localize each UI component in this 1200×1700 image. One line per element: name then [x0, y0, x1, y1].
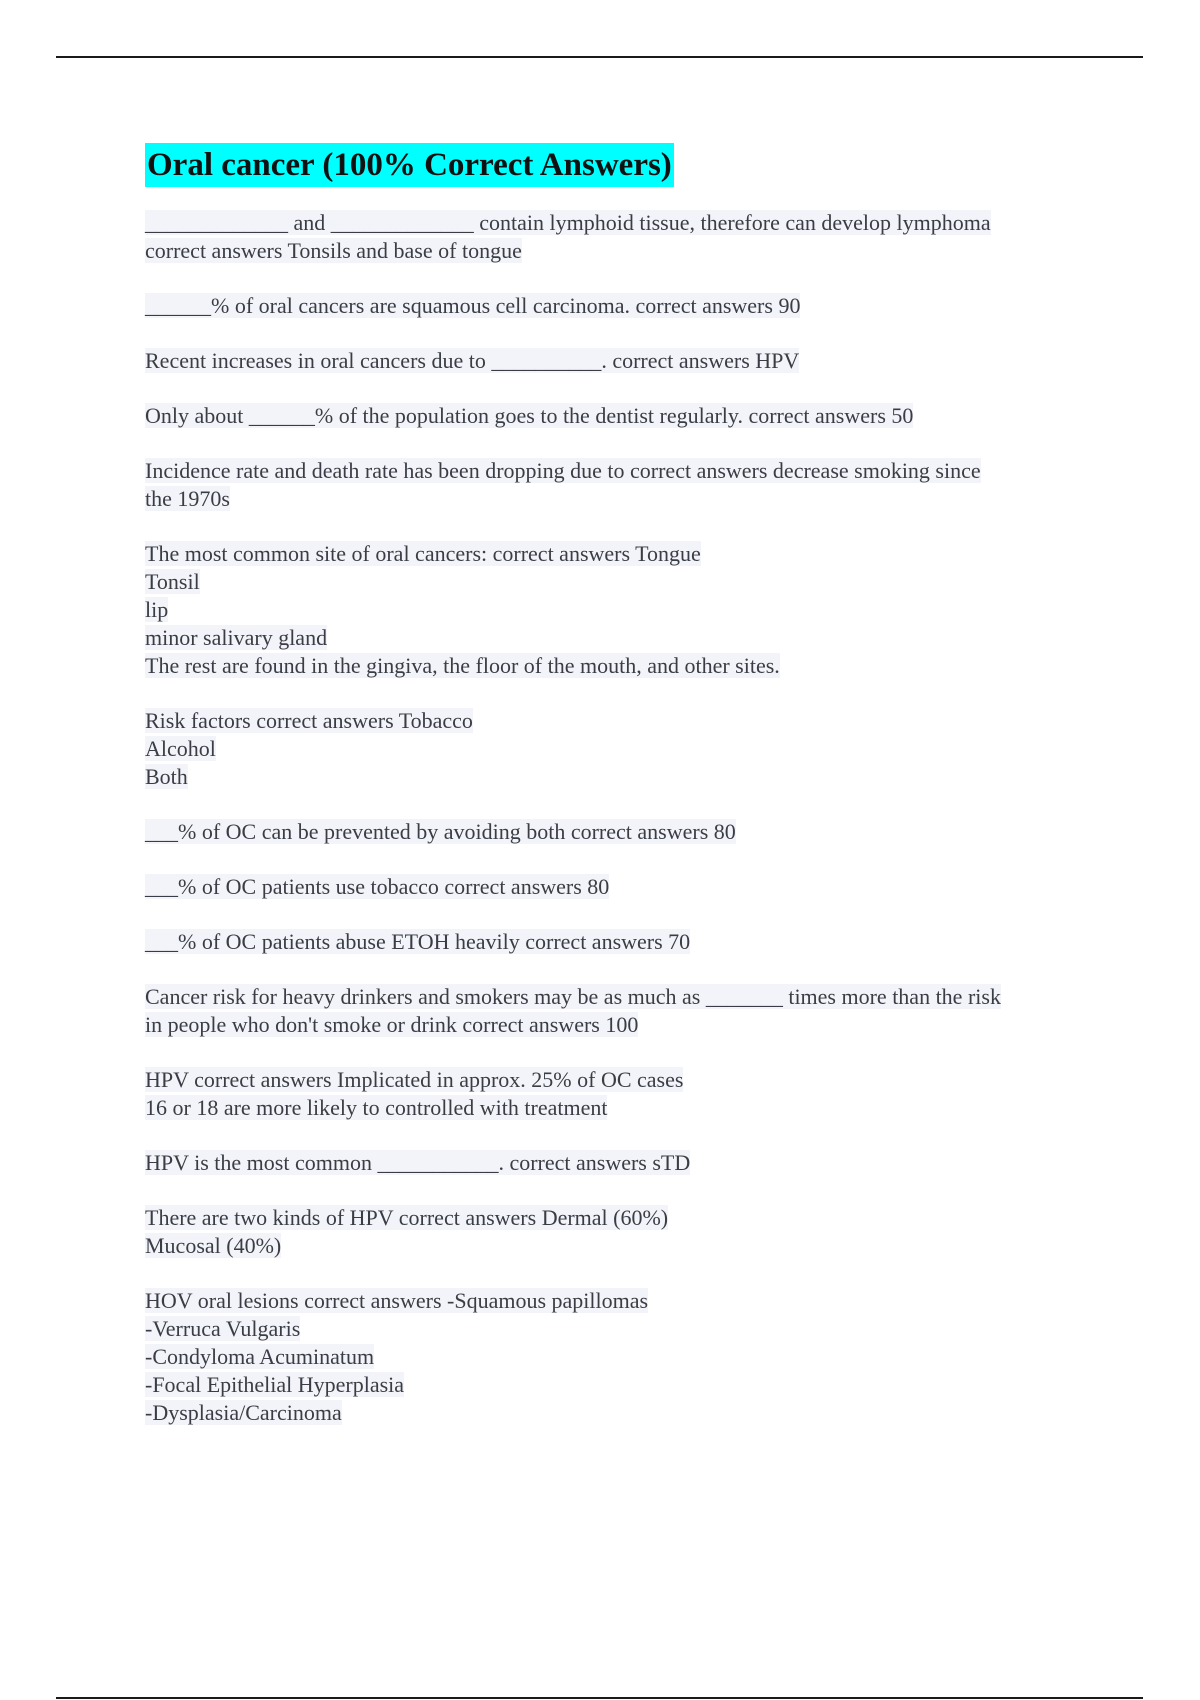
- qa-item: [145, 1204, 1095, 1260]
- qa-line-text: ___% of OC patients abuse ETOH heavily correct answers 70: [145, 929, 691, 954]
- qa-question-line: [145, 983, 1095, 1011]
- header-rule: [56, 56, 1143, 58]
- footer-rule: [56, 1697, 1143, 1699]
- qa-item: [145, 457, 1095, 513]
- qa-item: [145, 818, 1095, 846]
- qa-question-line: [145, 707, 1095, 735]
- document-body: [145, 143, 1095, 1454]
- document-title: Oral cancer (100% Correct Answers): [145, 143, 674, 187]
- qa-line-text: The most common site of oral cancers: correct answers Tongue: [145, 541, 701, 566]
- qa-line-text: _____________ and _____________ contain lymphoid tissue, therefore can develop lymphoma: [145, 210, 991, 235]
- qa-question-line: [145, 209, 1095, 237]
- qa-line-text: -Verruca Vulgaris: [145, 1316, 301, 1341]
- qa-question-line: [145, 292, 1095, 320]
- qa-line-text: Risk factors correct answers Tobacco: [145, 708, 473, 733]
- qa-item: [145, 347, 1095, 375]
- qa-line-text: HPV correct answers Implicated in approx. 25% of OC cases: [145, 1067, 684, 1092]
- qa-question-line: [145, 1204, 1095, 1232]
- qa-line-text: correct answers Tonsils and base of tongue: [145, 238, 522, 263]
- qa-question-line: [145, 928, 1095, 956]
- qa-line-text: -Focal Epithelial Hyperplasia: [145, 1372, 405, 1397]
- qa-line-text: Both: [145, 764, 188, 789]
- qa-question-line: [145, 1287, 1095, 1315]
- qa-answer-line: [145, 485, 1095, 513]
- qa-answer-line: [145, 1371, 1095, 1399]
- qa-line-text: minor salivary gland: [145, 625, 328, 650]
- qa-answer-line: [145, 1399, 1095, 1427]
- qa-item: [145, 402, 1095, 430]
- qa-answer-line: [145, 652, 1095, 680]
- qa-line-text: Alcohol: [145, 736, 216, 761]
- qa-line-text: Incidence rate and death rate has been dropping due to correct answers decrease smoking since: [145, 458, 981, 483]
- qa-answer-line: [145, 763, 1095, 791]
- qa-question-line: [145, 540, 1095, 568]
- qa-line-text: 16 or 18 are more likely to controlled with treatment: [145, 1095, 608, 1120]
- qa-question-line: [145, 457, 1095, 485]
- qa-question-line: [145, 1149, 1095, 1177]
- qa-line-text: The rest are found in the gingiva, the floor of the mouth, and other sites.: [145, 653, 780, 678]
- qa-question-line: [145, 818, 1095, 846]
- qa-answer-line: [145, 624, 1095, 652]
- qa-item: [145, 873, 1095, 901]
- qa-line-text: Tonsil: [145, 569, 200, 594]
- qa-line-text: the 1970s: [145, 486, 230, 511]
- qa-line-text: -Dysplasia/Carcinoma: [145, 1400, 342, 1425]
- qa-answer-line: [145, 735, 1095, 763]
- qa-line-text: in people who don't smoke or drink correct answers 100: [145, 1012, 639, 1037]
- qa-question-line: [145, 1066, 1095, 1094]
- qa-line-text: Recent increases in oral cancers due to __________. correct answers HPV: [145, 348, 800, 373]
- qa-answer-line: [145, 1094, 1095, 1122]
- qa-item: [145, 292, 1095, 320]
- qa-item: [145, 209, 1095, 265]
- qa-answer-line: [145, 1343, 1095, 1371]
- qa-item: [145, 1287, 1095, 1427]
- qa-item: [145, 540, 1095, 680]
- qa-answer-line: [145, 1315, 1095, 1343]
- qa-item: [145, 928, 1095, 956]
- qa-answer-line: [145, 568, 1095, 596]
- qa-line-text: HOV oral lesions correct answers -Squamous papillomas: [145, 1288, 649, 1313]
- qa-item: [145, 707, 1095, 791]
- qa-line-text: There are two kinds of HPV correct answers Dermal (60%): [145, 1205, 669, 1230]
- qa-line-text: ______% of oral cancers are squamous cell carcinoma. correct answers 90: [145, 293, 801, 318]
- qa-line-text: Mucosal (40%): [145, 1233, 282, 1258]
- qa-question-line: [145, 347, 1095, 375]
- qa-line-text: Cancer risk for heavy drinkers and smokers may be as much as _______ times more than the risk: [145, 984, 1001, 1009]
- qa-line-text: ___% of OC can be prevented by avoiding both correct answers 80: [145, 819, 736, 844]
- qa-answer-line: [145, 1011, 1095, 1039]
- qa-item: [145, 1149, 1095, 1177]
- question-answer-list: [145, 209, 1095, 1427]
- qa-line-text: HPV is the most common ___________. correct answers sTD: [145, 1150, 691, 1175]
- qa-answer-line: [145, 1232, 1095, 1260]
- qa-line-text: -Condyloma Acuminatum: [145, 1344, 375, 1369]
- qa-question-line: [145, 873, 1095, 901]
- qa-answer-line: [145, 237, 1095, 265]
- qa-question-line: [145, 402, 1095, 430]
- qa-line-text: Only about ______% of the population goes to the dentist regularly. correct answers 50: [145, 403, 914, 428]
- qa-answer-line: [145, 596, 1095, 624]
- qa-item: [145, 983, 1095, 1039]
- qa-item: [145, 1066, 1095, 1122]
- qa-line-text: lip: [145, 597, 169, 622]
- qa-line-text: ___% of OC patients use tobacco correct answers 80: [145, 874, 610, 899]
